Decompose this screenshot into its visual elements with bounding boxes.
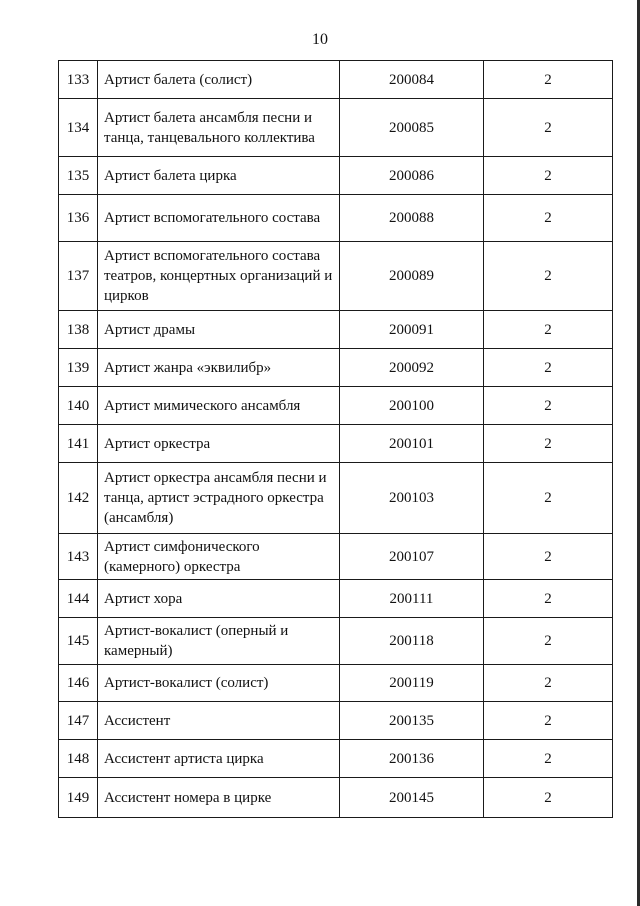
category-value: 2 bbox=[484, 580, 613, 618]
table-row bbox=[59, 311, 613, 349]
profession-code: 200089 bbox=[340, 242, 484, 311]
table-row bbox=[59, 463, 613, 534]
profession-name: Артист-вокалист (солист) bbox=[98, 665, 340, 702]
profession-name: Ассистент номера в цирке bbox=[98, 778, 340, 818]
category-value: 2 bbox=[484, 740, 613, 778]
table-row bbox=[59, 740, 613, 778]
page-number: 10 bbox=[312, 31, 328, 48]
category-value: 2 bbox=[484, 665, 613, 702]
row-number: 144 bbox=[59, 580, 98, 618]
category-value: 2 bbox=[484, 195, 613, 242]
profession-code: 200118 bbox=[340, 618, 484, 665]
category-value: 2 bbox=[484, 463, 613, 534]
profession-code: 200135 bbox=[340, 702, 484, 740]
category-value: 2 bbox=[484, 618, 613, 665]
table-row bbox=[59, 349, 613, 387]
profession-name: Артист драмы bbox=[98, 311, 340, 349]
profession-name: Артист оркестра bbox=[98, 425, 340, 463]
row-number: 141 bbox=[59, 425, 98, 463]
profession-code: 200107 bbox=[340, 534, 484, 580]
profession-name: Артист оркестра ансамбля песни и танца, артист эстрадного оркестра (ансамбля) bbox=[98, 463, 340, 534]
category-value: 2 bbox=[484, 534, 613, 580]
category-value: 2 bbox=[484, 99, 613, 157]
row-number: 136 bbox=[59, 195, 98, 242]
profession-code: 200103 bbox=[340, 463, 484, 534]
row-number: 148 bbox=[59, 740, 98, 778]
row-number: 145 bbox=[59, 618, 98, 665]
row-number: 143 bbox=[59, 534, 98, 580]
category-value: 2 bbox=[484, 778, 613, 818]
row-number: 149 bbox=[59, 778, 98, 818]
profession-name: Артист балета ансамбля песни и танца, танцевального коллектива bbox=[98, 99, 340, 157]
category-value: 2 bbox=[484, 61, 613, 99]
profession-name: Артист хора bbox=[98, 580, 340, 618]
profession-name: Артист балета (солист) bbox=[98, 61, 340, 99]
row-number: 139 bbox=[59, 349, 98, 387]
profession-name: Ассистент bbox=[98, 702, 340, 740]
table-row bbox=[59, 99, 613, 157]
table-row bbox=[59, 242, 613, 311]
profession-code: 200085 bbox=[340, 99, 484, 157]
profession-code: 200101 bbox=[340, 425, 484, 463]
row-number: 146 bbox=[59, 665, 98, 702]
row-number: 134 bbox=[59, 99, 98, 157]
table-row bbox=[59, 425, 613, 463]
profession-code: 200119 bbox=[340, 665, 484, 702]
profession-name: Артист-вокалист (оперный и камерный) bbox=[98, 618, 340, 665]
profession-code: 200136 bbox=[340, 740, 484, 778]
profession-name: Артист жанра «эквилибр» bbox=[98, 349, 340, 387]
category-value: 2 bbox=[484, 702, 613, 740]
profession-code: 200086 bbox=[340, 157, 484, 195]
category-value: 2 bbox=[484, 311, 613, 349]
profession-name: Артист балета цирка bbox=[98, 157, 340, 195]
category-value: 2 bbox=[484, 242, 613, 311]
profession-code: 200088 bbox=[340, 195, 484, 242]
profession-name: Ассистент артиста цирка bbox=[98, 740, 340, 778]
table-row bbox=[59, 665, 613, 702]
table-body bbox=[59, 61, 613, 818]
row-number: 135 bbox=[59, 157, 98, 195]
profession-code: 200084 bbox=[340, 61, 484, 99]
profession-code: 200111 bbox=[340, 580, 484, 618]
profession-name: Артист мимического ансамбля bbox=[98, 387, 340, 425]
category-value: 2 bbox=[484, 387, 613, 425]
category-value: 2 bbox=[484, 425, 613, 463]
table-row bbox=[59, 61, 613, 99]
profession-code: 200091 bbox=[340, 311, 484, 349]
profession-name: Артист симфонического (камерного) оркестра bbox=[98, 534, 340, 580]
category-value: 2 bbox=[484, 157, 613, 195]
row-number: 133 bbox=[59, 61, 98, 99]
profession-name: Артист вспомогательного состава театров, концертных организаций и цирков bbox=[98, 242, 340, 311]
profession-code: 200145 bbox=[340, 778, 484, 818]
row-number: 142 bbox=[59, 463, 98, 534]
profession-code: 200092 bbox=[340, 349, 484, 387]
profession-code: 200100 bbox=[340, 387, 484, 425]
table-row bbox=[59, 580, 613, 618]
row-number: 137 bbox=[59, 242, 98, 311]
row-number: 140 bbox=[59, 387, 98, 425]
category-value: 2 bbox=[484, 349, 613, 387]
table-row bbox=[59, 534, 613, 580]
table-row bbox=[59, 778, 613, 818]
table-row bbox=[59, 702, 613, 740]
row-number: 147 bbox=[59, 702, 98, 740]
table-row bbox=[59, 387, 613, 425]
row-number: 138 bbox=[59, 311, 98, 349]
table-row bbox=[59, 195, 613, 242]
professions-table bbox=[58, 60, 613, 818]
table-row bbox=[59, 157, 613, 195]
table-row bbox=[59, 618, 613, 665]
profession-name: Артист вспомогательного состава bbox=[98, 195, 340, 242]
